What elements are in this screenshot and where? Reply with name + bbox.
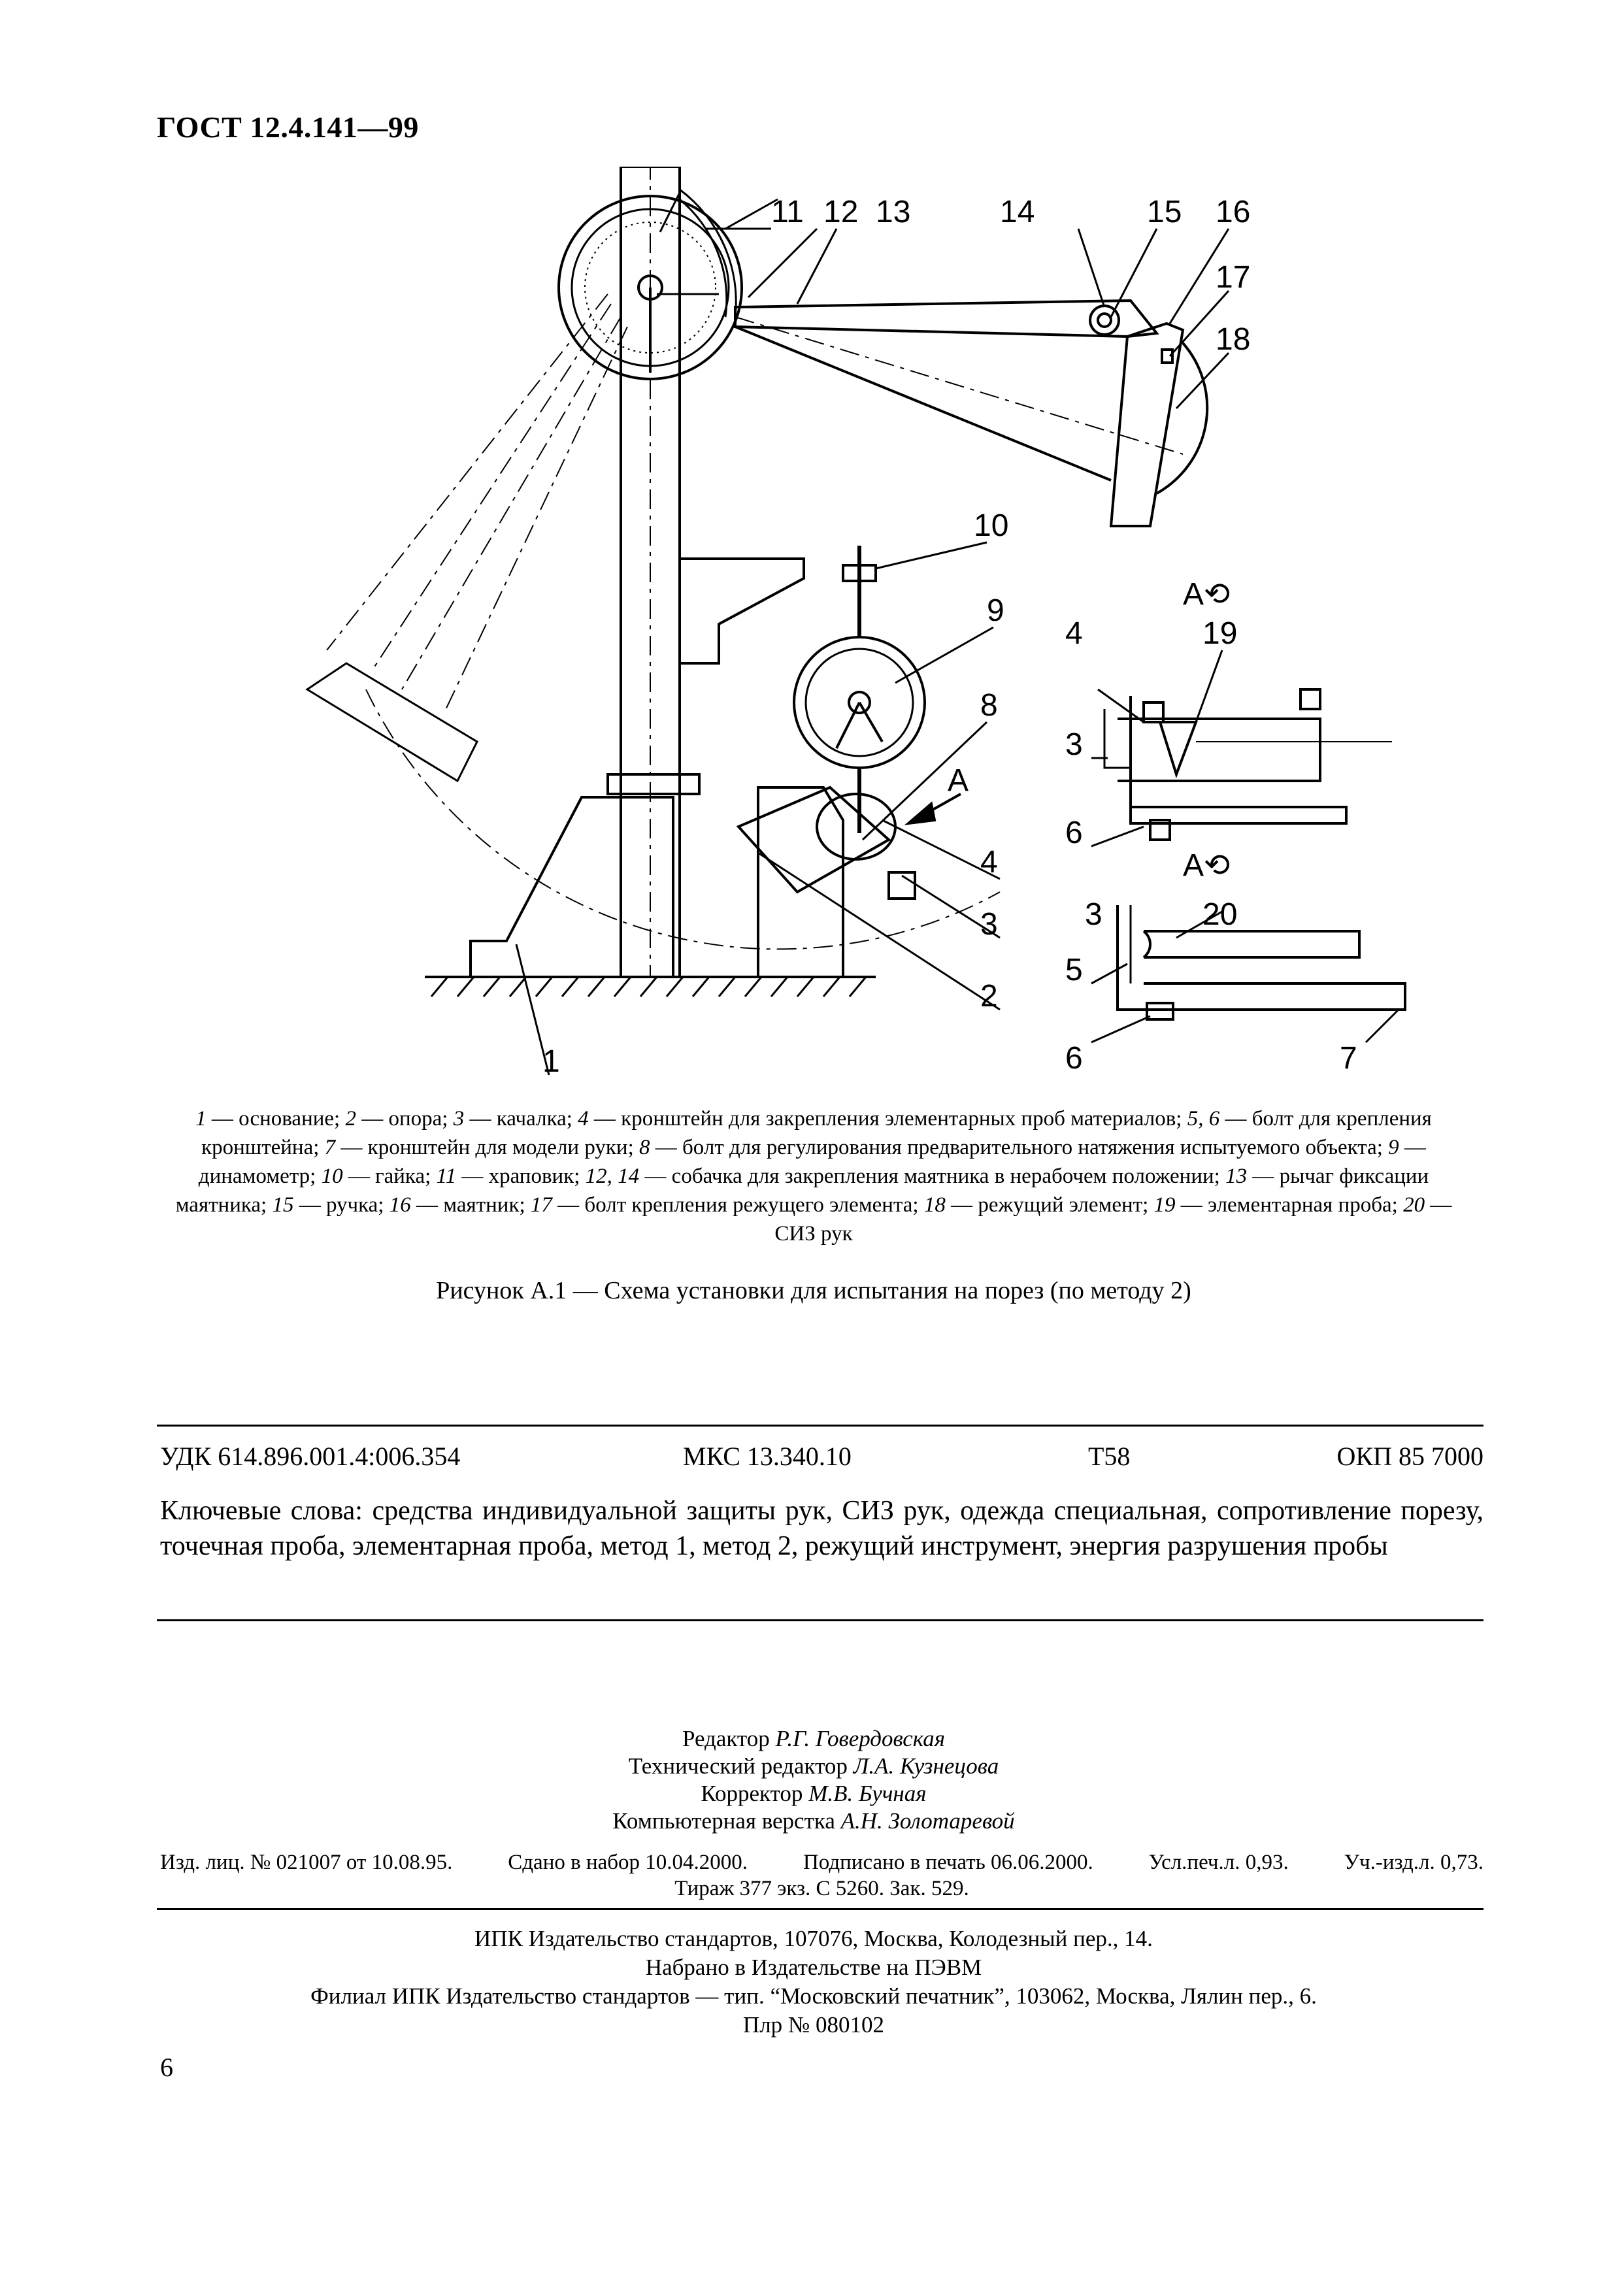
legend-text: — рычаг фиксации маятника; (175, 1164, 1429, 1217)
imprint (160, 1849, 1483, 1902)
credit-role: Корректор (701, 1781, 809, 1806)
legend-number: 17 (530, 1193, 552, 1217)
publisher-line: ИПК Издательство стандартов, 107076, Москва, Колодезный пер., 14. (474, 1926, 1153, 1951)
imprint-print-sheets: Усл.печ.л. 0,93. (1148, 1851, 1289, 1874)
divider-top (157, 1425, 1483, 1427)
publisher-line: Набрано в Издательстве на ПЭВМ (645, 1955, 982, 1980)
udk-code: УДК 614.896.001.4:006.354 (160, 1442, 461, 1471)
publisher-info (160, 1924, 1467, 2039)
imprint-license: Изд. лиц. № 021007 от 10.08.95. (160, 1851, 453, 1874)
legend-text: — собачка для закрепления маятника в нерабочем положении; (639, 1164, 1226, 1188)
figure-caption: Рисунок А.1 — Схема установки для испытания на порез (по методу 2) (436, 1277, 1191, 1304)
credit-role: Технический редактор (628, 1753, 853, 1779)
callout-11: 11 (771, 195, 804, 229)
legend-text: — СИЗ рук (774, 1193, 1452, 1246)
callout-13: 13 (876, 195, 911, 229)
classification-codes (160, 1441, 1483, 1480)
legend-text: — болт крепления режущего элемента; (552, 1193, 924, 1217)
legend-text: — болт для крепления кронштейна; (201, 1107, 1432, 1159)
legend-number: 7 (324, 1136, 336, 1159)
callout-2: 2 (980, 979, 998, 1014)
callout-12: 12 (823, 195, 859, 229)
callout-9: 9 (987, 593, 1004, 628)
legend-number: 13 (1225, 1164, 1248, 1188)
credit-line (160, 1725, 1467, 1753)
imprint-signed: Подписано в печать 06.06.2000. (803, 1851, 1093, 1874)
view-label-a-detail2: А⟲ (1183, 848, 1231, 883)
legend-text: — кронштейн для закрепления элементарных проб материалов; (588, 1107, 1187, 1131)
divider-keywords (157, 1619, 1483, 1621)
divider-imprint (157, 1908, 1483, 1910)
callout-4-detail: 4 (1065, 616, 1083, 651)
credit-line (160, 1753, 1467, 1780)
imprint-run: Тираж 377 экз. С 5260. Зак. 529. (674, 1877, 969, 1900)
credit-role: Компьютерная верстка (612, 1808, 841, 1834)
mks-code: МКС 13.340.10 (683, 1442, 852, 1471)
callout-5: 5 (1065, 953, 1083, 987)
legend-number: 9 (1388, 1136, 1399, 1159)
legend-number: 8 (639, 1136, 650, 1159)
callout-16: 16 (1216, 195, 1251, 229)
credit-name: Л.А. Кузнецова (853, 1753, 999, 1779)
legend-number: 19 (1153, 1193, 1176, 1217)
legend-text: — элементарная проба; (1175, 1193, 1404, 1217)
legend-text: — основание; (206, 1107, 346, 1131)
legend-number: 15 (272, 1193, 294, 1217)
callout-4: 4 (980, 845, 998, 880)
keywords: Ключевые слова: средства индивидуальной защиты рук, СИЗ рук, одежда специальная, сопротивление порезу, точечная проба, элементарная проба, метод 1, метод 2, режущий инструмент, энергия разрушения пробы (160, 1496, 1483, 1561)
legend-number: 20 (1403, 1193, 1425, 1217)
legend-number: 4 (578, 1107, 589, 1131)
callout-20: 20 (1202, 897, 1238, 932)
callout-3: 3 (980, 907, 998, 942)
callout-6-detail: 6 (1065, 816, 1083, 850)
standard-header: ГОСТ 12.4.141—99 (157, 110, 419, 144)
legend-text: — кронштейн для модели руки; (335, 1136, 640, 1159)
legend-text: — качалка; (464, 1107, 578, 1131)
view-label-a-detail1: А⟲ (1183, 577, 1231, 612)
legend-number: 12, 14 (585, 1164, 640, 1188)
callout-3-detail: 3 (1065, 727, 1083, 762)
credit-line (160, 1780, 1467, 1808)
figure-legend (160, 1104, 1467, 1248)
imprint-pub-sheets: Уч.-изд.л. 0,73. (1344, 1851, 1483, 1874)
credit-name: Р.Г. Говердовская (775, 1726, 946, 1751)
callout-8: 8 (980, 688, 998, 723)
callout-19: 19 (1202, 616, 1238, 651)
callout-15: 15 (1147, 195, 1182, 229)
callout-10: 10 (974, 508, 1009, 543)
legend-number: 2 (345, 1107, 356, 1131)
callout-7: 7 (1340, 1041, 1357, 1076)
drawing-svg (150, 167, 1477, 1088)
legend-number: 10 (321, 1164, 343, 1188)
legend-number: 11 (436, 1164, 457, 1188)
callout-3-detail2: 3 (1085, 897, 1102, 932)
imprint-submitted: Сдано в набор 10.04.2000. (508, 1851, 748, 1874)
editorial-credits (160, 1725, 1467, 1835)
credit-name: А.Н. Золотаревой (840, 1808, 1015, 1834)
legend-text: — маятник; (410, 1193, 531, 1217)
callout-1: 1 (542, 1044, 560, 1079)
legend-text: — режущий элемент; (945, 1193, 1154, 1217)
t-code: Т58 (1088, 1442, 1131, 1471)
legend-text: — гайка; (342, 1164, 437, 1188)
legend-number: 5, 6 (1187, 1107, 1220, 1131)
legend-text: — динамометр; (198, 1136, 1426, 1188)
legend-number: 16 (389, 1193, 411, 1217)
legend-text: — болт для регулирования предварительного натяжения испытуемого объекта; (650, 1136, 1389, 1159)
view-label-a-arrow: А (948, 763, 969, 798)
legend-text: — опора; (356, 1107, 454, 1131)
callout-18: 18 (1216, 322, 1251, 357)
callout-14: 14 (1000, 195, 1035, 229)
legend-text: — храповик; (456, 1164, 586, 1188)
credit-name: М.В. Бучная (808, 1781, 927, 1806)
legend-number: 3 (453, 1107, 465, 1131)
publisher-line: Филиал ИПК Издательство стандартов — тип. “Московский печатник”, 103062, Москва, Лялин пер., 6. (310, 1983, 1317, 2009)
credit-role: Редактор (682, 1726, 776, 1751)
callout-6-detail2: 6 (1065, 1041, 1083, 1076)
legend-number: 18 (923, 1193, 946, 1217)
legend-text: — ручка; (293, 1193, 389, 1217)
page-number: 6 (160, 2053, 173, 2082)
callout-17: 17 (1216, 260, 1251, 295)
okp-code: ОКП 85 7000 (1336, 1442, 1483, 1471)
test-rig-drawing (150, 167, 1477, 1088)
publisher-line: Плр № 080102 (742, 2012, 885, 2038)
legend-number: 1 (195, 1107, 207, 1131)
credit-line (160, 1808, 1467, 1835)
